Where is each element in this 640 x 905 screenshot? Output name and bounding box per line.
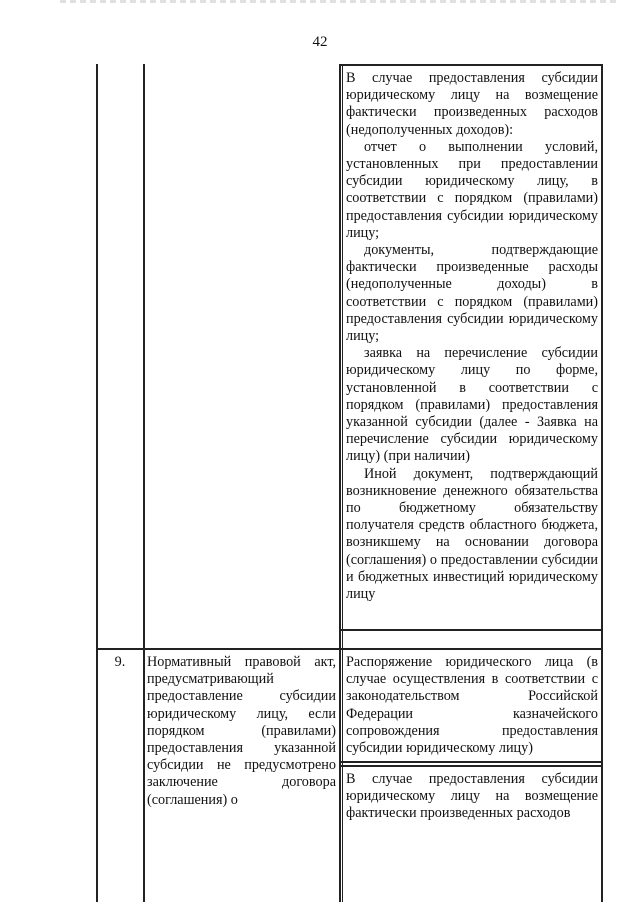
table-border-left (96, 64, 98, 902)
col3-separator-row9b (341, 765, 602, 767)
row-separator (96, 648, 602, 650)
row9-act-cell (147, 654, 336, 809)
prev-row-documents-cell (346, 70, 598, 603)
col3-separator-row9 (341, 761, 602, 763)
paragraph-report: отчет о выполнении условий, установленных при предоставлении субсидии юридическому лицу, в соответствии с порядком (правилами) предоставления субсидии юридическому лицу; (346, 138, 598, 241)
table-column-divider-1 (143, 64, 145, 902)
paragraph-intro: В случае предоставления субсидии юридическому лицу на возмещение фактически произведенных расходов (недополученных доходов): (346, 70, 598, 138)
paragraph-other-document: Иной документ, подтверждающий возникновение денежного обязательства по бюджетному обязательству получателя средств областного бюджета, возникшему на основании договора (соглашения) о предоставлении субсидии и бюджетных инвестиций юридическому лицу (346, 465, 598, 603)
paragraph-documents: документы, подтверждающие фактически произведенные расходы (недополученные доходы) в соответствии с порядком (правилами) предоставления субсидии юридическому лицу; (346, 242, 598, 345)
col3-separator-top (341, 629, 602, 631)
row-number: 9. (114, 654, 126, 670)
table-column-divider-2 (339, 64, 341, 902)
row9-act-text: Нормативный правовой акт, предусматривающий предоставление субсидии юридическому лицу, если порядком (правилами) предоставления указанной субсидии не предусмотрено заключение договора (соглашения) о (147, 654, 336, 808)
table-top-line (341, 64, 602, 66)
table-column-divider-2b (342, 64, 344, 902)
paragraph-application: заявка на перечисление субсидии юридическому лицу по форме, установленной в соответствии с порядком (правилами) предоставления указанной субсидии (далее - Заявка на перечисление субсидии юридическому лицу) (при наличии) (346, 345, 598, 465)
table-border-right (601, 64, 603, 902)
row9-reimbursement-text: В случае предоставления субсидии юридическому лицу на возмещение фактически произведенных расходов (346, 771, 598, 822)
page-number: 42 (312, 34, 328, 50)
row9-order-text: Распоряжение юридического лица (в случае осуществления в соответствии с законодательством Российской Федерации казначейского сопровождения предоставления субсидии юридическому лицу) (346, 654, 598, 757)
row9-order-cell (346, 654, 598, 757)
row9-reimbursement-cell (346, 771, 598, 823)
